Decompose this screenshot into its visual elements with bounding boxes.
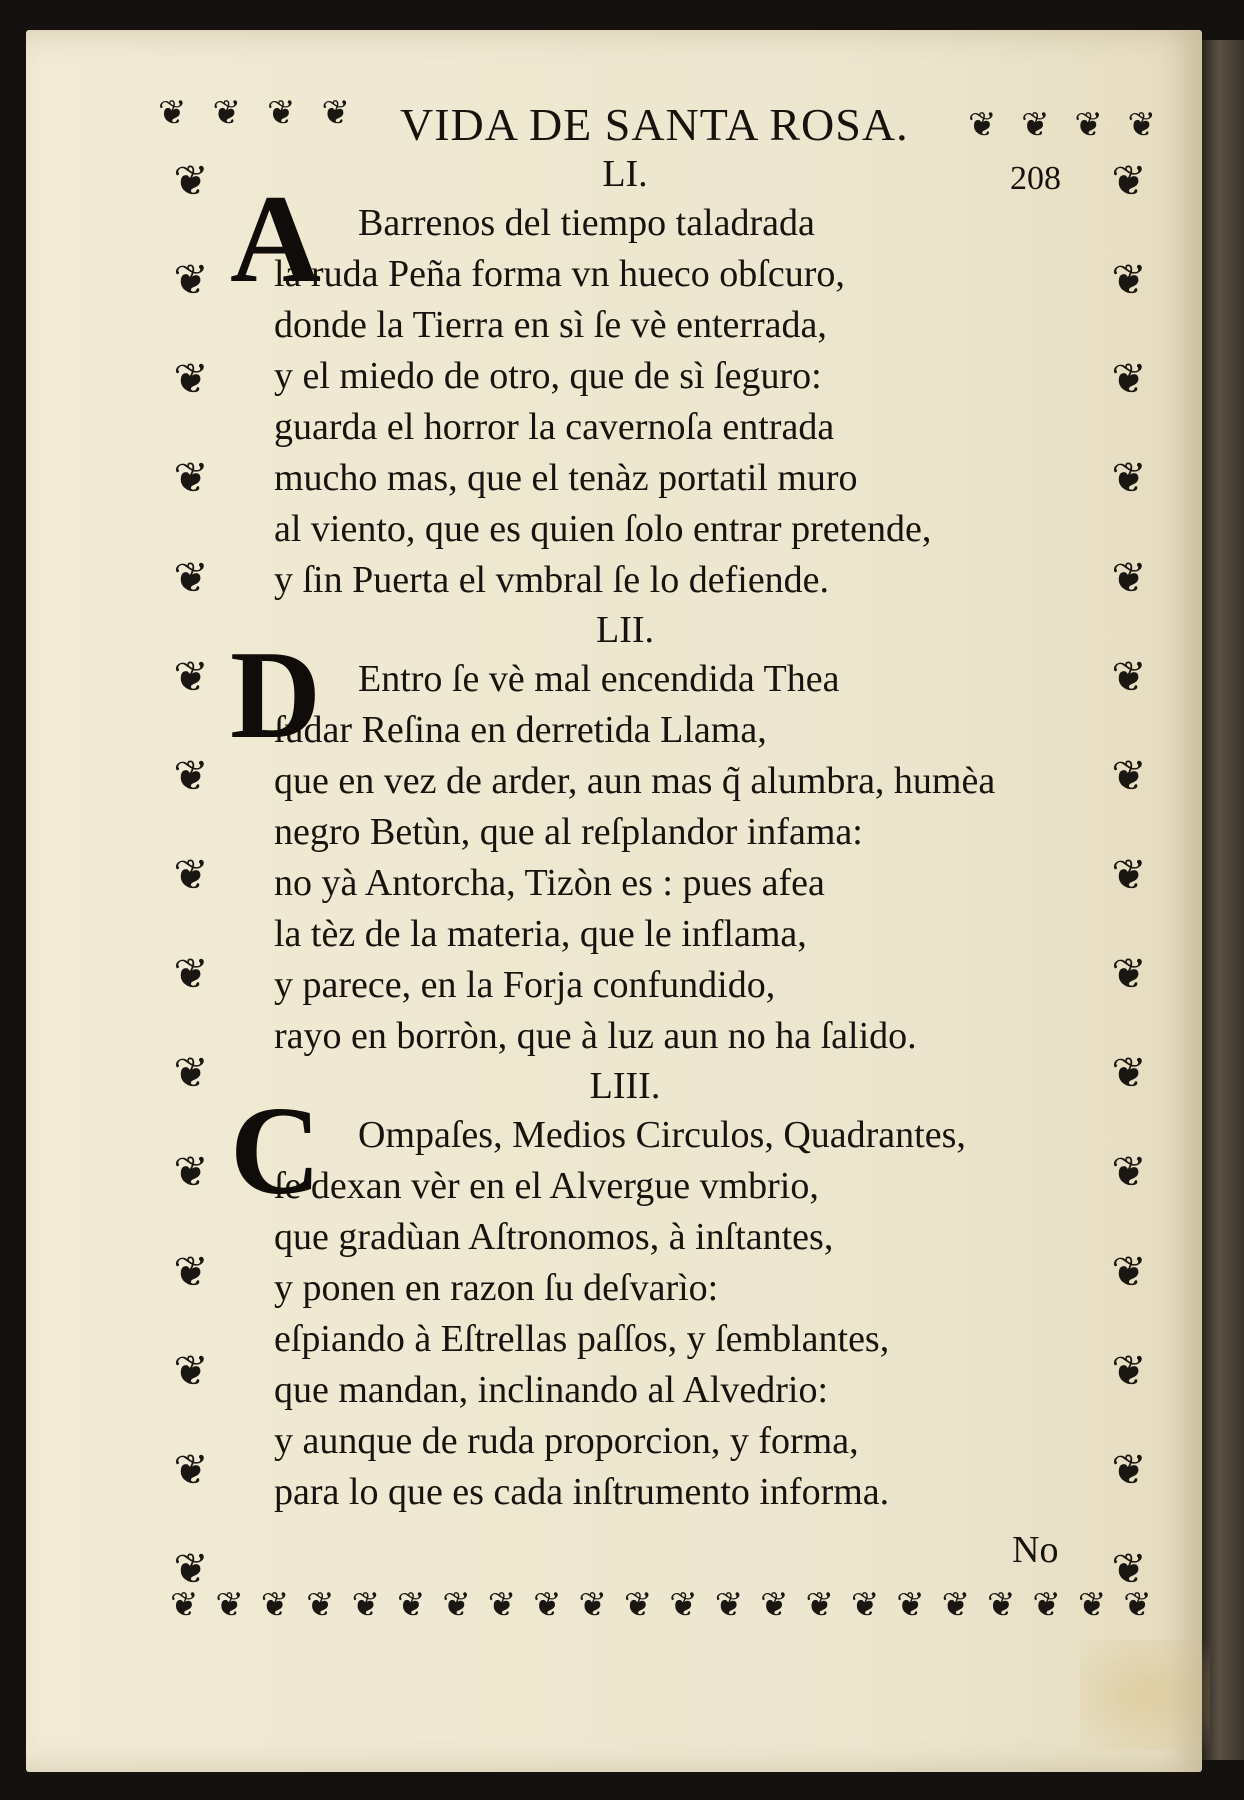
catchword: No xyxy=(1012,1529,1059,1571)
fleuron-icon: ❦ xyxy=(1111,949,1147,999)
fleuron-icon: ❦ xyxy=(1111,1345,1147,1395)
fleuron-icon: ❦ xyxy=(1111,849,1147,899)
fleuron-icon: ❦ xyxy=(173,651,209,701)
stanza-number: LIII. xyxy=(589,1065,661,1107)
paper-stain xyxy=(1080,1640,1210,1750)
fleuron-icon: ❦ xyxy=(170,1585,197,1625)
verse-line: Entro ſe vè mal encendida Thea xyxy=(358,658,840,700)
fleuron-icon: ❦ xyxy=(1111,1048,1147,1098)
fleuron-icon: ❦ xyxy=(487,1585,515,1625)
verse-line: ſudar Reſina en derretida Llama, xyxy=(274,709,767,751)
fleuron-icon: ❦ xyxy=(173,552,209,602)
fleuron-icon: ❦ xyxy=(173,255,209,305)
fleuron-icon: ❦ xyxy=(173,1048,209,1098)
verse-line: rayo en borròn, que à luz aun no ha ſalido. xyxy=(274,1015,917,1057)
fleuron-icon: ❦ xyxy=(805,1585,832,1625)
fleuron-icon: ❦ xyxy=(173,849,209,899)
fleuron-icon: ❦ xyxy=(1111,453,1147,503)
fleuron-icon: ❦ xyxy=(968,105,995,145)
fleuron-icon: ❦ xyxy=(173,156,209,205)
ornament-border-bottom xyxy=(170,1585,1150,1625)
fleuron-icon: ❦ xyxy=(1111,1246,1147,1296)
ornament-border-left xyxy=(166,156,216,1593)
fleuron-icon: ❦ xyxy=(1111,1543,1147,1593)
fleuron-icon: ❦ xyxy=(173,354,209,404)
fleuron-icon: ❦ xyxy=(267,93,294,133)
fleuron-icon: ❦ xyxy=(1111,552,1147,602)
drop-capital: A xyxy=(230,170,321,309)
fleuron-icon: ❦ xyxy=(212,93,239,133)
ornament-band-top-right xyxy=(968,105,1154,145)
drop-capital: C xyxy=(230,1082,321,1221)
fleuron-icon: ❦ xyxy=(987,1585,1014,1625)
fleuron-icon: ❦ xyxy=(1111,651,1147,701)
stanza-number: LII. xyxy=(595,609,655,651)
verse-line: al viento, que es quien ſolo entrar pretende, xyxy=(274,508,932,550)
fleuron-icon: ❦ xyxy=(442,1585,469,1625)
adjacent-page-edge xyxy=(1202,40,1244,1760)
fleuron-icon: ❦ xyxy=(669,1585,696,1625)
ornament-band-top-left xyxy=(158,93,348,133)
fleuron-icon: ❦ xyxy=(260,1585,288,1625)
verse-line: y parece, en la Forja confundido, xyxy=(274,964,776,1006)
fleuron-icon: ❦ xyxy=(173,750,209,800)
drop-capital: D xyxy=(230,626,321,765)
fleuron-icon: ❦ xyxy=(321,93,348,133)
verse-line: y ponen en razon ſu deſvarìo: xyxy=(274,1267,719,1309)
page-number: 208 xyxy=(1010,160,1061,197)
stanza xyxy=(230,606,1110,1062)
running-head: VIDA DE SANTA ROSA. xyxy=(400,99,909,150)
fleuron-icon: ❦ xyxy=(1021,105,1048,145)
fleuron-icon: ❦ xyxy=(1074,105,1101,145)
verse-line: no yà Antorcha, Tizòn es : pues afea xyxy=(274,862,825,904)
fleuron-icon: ❦ xyxy=(714,1585,742,1625)
fleuron-icon: ❦ xyxy=(173,453,209,503)
verse-line: negro Betùn, que al reſplandor infama: xyxy=(274,811,863,853)
fleuron-icon: ❦ xyxy=(1111,255,1147,305)
fleuron-icon: ❦ xyxy=(1111,1444,1147,1494)
fleuron-icon: ❦ xyxy=(173,1345,209,1395)
fleuron-icon: ❦ xyxy=(396,1585,424,1625)
fleuron-icon: ❦ xyxy=(173,1543,209,1593)
poem-text xyxy=(230,150,1110,1518)
verse-line: eſpiando à Eſtrellas paſſos, y ſemblantes, xyxy=(274,1318,890,1360)
verse-line: y ſin Puerta el vmbral ſe lo defiende. xyxy=(274,559,830,601)
fleuron-icon: ❦ xyxy=(850,1585,878,1625)
verse-line: Barrenos del tiempo taladrada xyxy=(358,202,815,244)
verse-line: para lo que es cada inſtrumento informa. xyxy=(274,1471,890,1513)
fleuron-icon: ❦ xyxy=(306,1585,333,1625)
ornament-border-right xyxy=(1104,156,1154,1593)
verse-line: guarda el horror la cavernoſa entrada xyxy=(274,406,835,448)
verse-line: que gradùan Aſtronomos, à inſtantes, xyxy=(274,1216,834,1258)
fleuron-icon: ❦ xyxy=(1032,1585,1059,1625)
fleuron-icon: ❦ xyxy=(1111,354,1147,404)
verse-line: la ruda Peña forma vn hueco obſcuro, xyxy=(274,253,845,295)
fleuron-icon: ❦ xyxy=(1077,1585,1105,1625)
fleuron-icon: ❦ xyxy=(173,1246,209,1296)
verse-line: que en vez de arder, aun mas q̃ alumbra, humèa xyxy=(274,760,996,802)
fleuron-icon: ❦ xyxy=(1127,105,1154,145)
fleuron-icon: ❦ xyxy=(1111,1147,1147,1197)
fleuron-icon: ❦ xyxy=(533,1585,560,1625)
fleuron-icon: ❦ xyxy=(578,1585,606,1625)
fleuron-icon: ❦ xyxy=(760,1585,787,1625)
stanza xyxy=(230,150,1110,606)
fleuron-icon: ❦ xyxy=(1111,156,1147,205)
fleuron-icon: ❦ xyxy=(173,1444,209,1494)
verse-line: que mandan, inclinando al Alvedrio: xyxy=(274,1369,829,1411)
fleuron-icon: ❦ xyxy=(215,1585,242,1625)
stanza xyxy=(230,1062,1110,1518)
fleuron-icon: ❦ xyxy=(351,1585,379,1625)
fleuron-icon: ❦ xyxy=(941,1585,969,1625)
verse-line: y aunque de ruda proporcion, y forma, xyxy=(274,1420,859,1462)
fleuron-icon: ❦ xyxy=(1111,750,1147,800)
verse-line: Ompaſes, Medios Circulos, Quadrantes, xyxy=(358,1114,966,1156)
fleuron-icon: ❦ xyxy=(896,1585,923,1625)
fleuron-icon: ❦ xyxy=(173,949,209,999)
fleuron-icon: ❦ xyxy=(173,1147,209,1197)
fleuron-icon: ❦ xyxy=(1123,1585,1150,1625)
verse-line: ſe dexan vèr en el Alvergue vmbrio, xyxy=(274,1165,819,1207)
verse-line: mucho mas, que el tenàz portatil muro xyxy=(274,457,858,499)
fleuron-icon: ❦ xyxy=(623,1585,651,1625)
stanza-number: LI. xyxy=(602,153,648,195)
verse-line: y el miedo de otro, que de sì ſeguro: xyxy=(274,355,822,397)
fleuron-icon: ❦ xyxy=(158,93,185,133)
verse-line: donde la Tierra en sì ſe vè enterrada, xyxy=(274,304,827,346)
verse-line: la tèz de la materia, que le inflama, xyxy=(274,913,807,955)
